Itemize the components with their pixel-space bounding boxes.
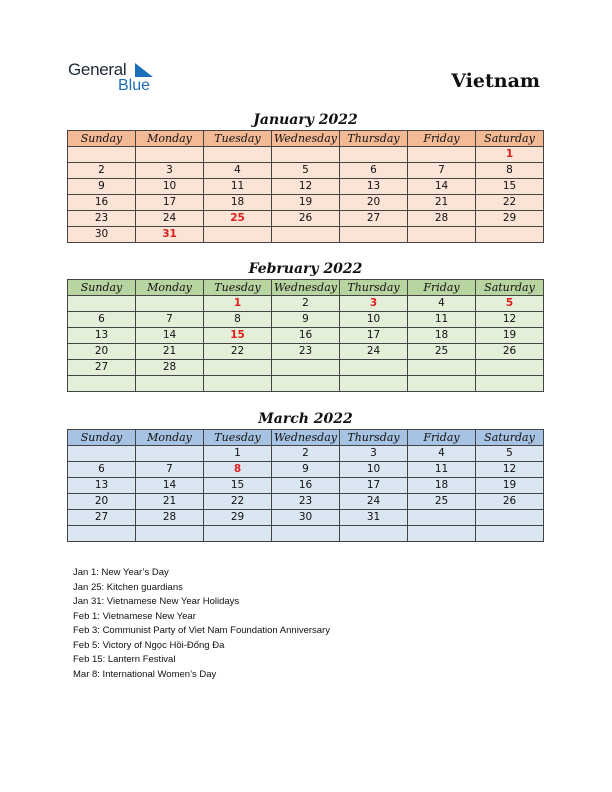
empty-day-cell [272,147,340,163]
weekday-header: Saturday [476,280,544,296]
day-cell: 2 [272,296,340,312]
day-cell: 28 [408,211,476,227]
day-cell: 28 [136,510,204,526]
day-cell: 12 [476,462,544,478]
empty-day-cell [68,446,136,462]
triangle-flag-icon [135,63,153,77]
day-cell: 25 [408,494,476,510]
weekday-header: Thursday [340,131,408,147]
day-cell: 1 [476,147,544,163]
empty-day-cell [340,147,408,163]
day-cell: 22 [204,344,272,360]
day-cell: 4 [408,296,476,312]
day-cell: 23 [272,344,340,360]
empty-day-cell [272,360,340,376]
week-row [68,328,544,344]
weekday-header-row [68,430,544,446]
day-cell: 27 [340,211,408,227]
empty-day-cell [136,526,204,542]
weekday-header: Friday [408,280,476,296]
empty-day-cell [408,147,476,163]
day-cell: 17 [340,478,408,494]
day-cell: 2 [272,446,340,462]
day-cell: 9 [272,312,340,328]
day-cell: 11 [204,179,272,195]
day-cell: 26 [476,344,544,360]
weekday-header: Sunday [68,430,136,446]
weekday-header-row [68,280,544,296]
empty-day-cell [204,360,272,376]
week-row [68,163,544,179]
empty-day-cell [476,227,544,243]
month-february [67,259,544,392]
day-cell: 8 [476,163,544,179]
weekday-header: Monday [136,430,204,446]
empty-day-cell [68,147,136,163]
empty-day-cell [272,376,340,392]
week-row [68,312,544,328]
month-title: February 2022 [248,261,363,277]
day-cell: 5 [476,446,544,462]
day-cell: 24 [136,211,204,227]
empty-day-cell [340,526,408,542]
day-cell: 19 [272,195,340,211]
weekday-header-row [68,131,544,147]
weekday-header: Friday [408,131,476,147]
day-cell: 22 [204,494,272,510]
week-row [68,211,544,227]
day-cell: 20 [68,494,136,510]
week-row [68,526,544,542]
empty-day-cell [68,376,136,392]
holiday-note: Feb 3: Communist Party of Viet Nam Foundation Anniversary [73,625,330,636]
empty-day-cell [136,446,204,462]
holiday-note: Jan 31: Vietnamese New Year Holidays [73,596,240,607]
weekday-header: Monday [136,280,204,296]
week-row [68,510,544,526]
day-cell: 29 [476,211,544,227]
day-cell: 28 [136,360,204,376]
day-cell: 13 [340,179,408,195]
day-cell: 16 [272,478,340,494]
calendar-grid [67,429,544,542]
weekday-header: Tuesday [204,280,272,296]
holiday-note: Mar 8: International Women’s Day [73,668,217,680]
weekday-header: Thursday [340,430,408,446]
empty-day-cell [272,227,340,243]
day-cell: 26 [476,494,544,510]
day-cell: 17 [136,195,204,211]
day-cell: 9 [68,179,136,195]
calendar-grid [67,279,544,392]
week-row [68,344,544,360]
empty-day-cell [408,526,476,542]
empty-day-cell [204,147,272,163]
day-cell: 19 [476,328,544,344]
day-cell: 15 [204,478,272,494]
week-row [68,494,544,510]
week-row [68,376,544,392]
empty-day-cell [408,510,476,526]
country-title: Vietnam [451,70,540,92]
day-cell: 3 [340,296,408,312]
day-cell: 16 [68,195,136,211]
week-row [68,446,544,462]
day-cell: 6 [68,462,136,478]
day-cell: 4 [204,163,272,179]
day-cell: 11 [408,462,476,478]
day-cell: 7 [136,462,204,478]
day-cell: 18 [204,195,272,211]
week-row [68,227,544,243]
empty-day-cell [204,526,272,542]
day-cell: 20 [340,195,408,211]
calendar-grid [67,130,544,243]
day-cell: 4 [408,446,476,462]
day-cell: 1 [204,296,272,312]
day-cell: 18 [408,328,476,344]
day-cell: 14 [408,179,476,195]
day-cell: 3 [340,446,408,462]
empty-day-cell [476,376,544,392]
week-row [68,179,544,195]
week-row [68,296,544,312]
weekday-header: Saturday [476,430,544,446]
day-cell: 20 [68,344,136,360]
day-cell: 27 [68,360,136,376]
week-row [68,147,544,163]
day-cell: 10 [340,312,408,328]
day-cell: 1 [204,446,272,462]
day-cell: 16 [272,328,340,344]
day-cell: 21 [136,344,204,360]
weekday-header: Wednesday [272,131,340,147]
holiday-note: Jan 1: New Year’s Day [73,567,169,578]
empty-day-cell [408,376,476,392]
empty-day-cell [136,376,204,392]
empty-day-cell [272,526,340,542]
day-cell: 15 [476,179,544,195]
weekday-header: Monday [136,131,204,147]
empty-day-cell [204,227,272,243]
day-cell: 6 [340,163,408,179]
empty-day-cell [136,147,204,163]
day-cell: 21 [408,195,476,211]
holiday-note: Feb 1: Vietnamese New Year [73,610,196,622]
generalblue-logo [68,60,168,96]
logo-word-general: General [68,60,127,79]
day-cell: 10 [136,179,204,195]
week-row [68,478,544,494]
weekday-header: Tuesday [204,430,272,446]
day-cell: 8 [204,462,272,478]
day-cell: 7 [136,312,204,328]
month-march [67,409,544,542]
week-row [68,462,544,478]
weekday-header: Wednesday [272,280,340,296]
day-cell: 6 [68,312,136,328]
day-cell: 31 [340,510,408,526]
day-cell: 25 [408,344,476,360]
empty-day-cell [68,526,136,542]
month-title: March 2022 [258,411,353,427]
day-cell: 19 [476,478,544,494]
day-cell: 5 [272,163,340,179]
day-cell: 12 [476,312,544,328]
empty-day-cell [476,526,544,542]
holiday-notes [73,566,330,682]
holiday-note: Feb 15: Lantern Festival [73,654,176,665]
holiday-note: Feb 5: Victory of Ngọc Hồi-Đống Đa [73,639,225,651]
day-cell: 30 [272,510,340,526]
day-cell: 24 [340,494,408,510]
logo-word-blue: Blue [118,77,151,94]
day-cell: 17 [340,328,408,344]
day-cell: 10 [340,462,408,478]
day-cell: 31 [136,227,204,243]
day-cell: 7 [408,163,476,179]
day-cell: 26 [272,211,340,227]
weekday-header: Saturday [476,131,544,147]
day-cell: 14 [136,478,204,494]
weekday-header: Sunday [68,280,136,296]
empty-day-cell [408,227,476,243]
day-cell: 27 [68,510,136,526]
empty-day-cell [408,360,476,376]
day-cell: 30 [68,227,136,243]
day-cell: 15 [204,328,272,344]
weekday-header: Tuesday [204,131,272,147]
day-cell: 13 [68,328,136,344]
day-cell: 23 [68,211,136,227]
holiday-note: Jan 25: Kitchen guardians [73,581,183,593]
day-cell: 12 [272,179,340,195]
day-cell: 21 [136,494,204,510]
week-row [68,195,544,211]
week-row [68,360,544,376]
empty-day-cell [476,510,544,526]
weekday-header: Friday [408,430,476,446]
day-cell: 24 [340,344,408,360]
day-cell: 9 [272,462,340,478]
empty-day-cell [136,296,204,312]
day-cell: 14 [136,328,204,344]
empty-day-cell [476,360,544,376]
empty-day-cell [204,376,272,392]
weekday-header: Thursday [340,280,408,296]
day-cell: 2 [68,163,136,179]
day-cell: 25 [204,211,272,227]
weekday-header: Sunday [68,131,136,147]
month-january [67,110,544,243]
month-title: January 2022 [253,112,358,128]
day-cell: 23 [272,494,340,510]
empty-day-cell [340,376,408,392]
day-cell: 13 [68,478,136,494]
day-cell: 3 [136,163,204,179]
day-cell: 18 [408,478,476,494]
weekday-header: Wednesday [272,430,340,446]
day-cell: 8 [204,312,272,328]
empty-day-cell [340,360,408,376]
day-cell: 5 [476,296,544,312]
day-cell: 22 [476,195,544,211]
day-cell: 29 [204,510,272,526]
day-cell: 11 [408,312,476,328]
empty-day-cell [340,227,408,243]
empty-day-cell [68,296,136,312]
